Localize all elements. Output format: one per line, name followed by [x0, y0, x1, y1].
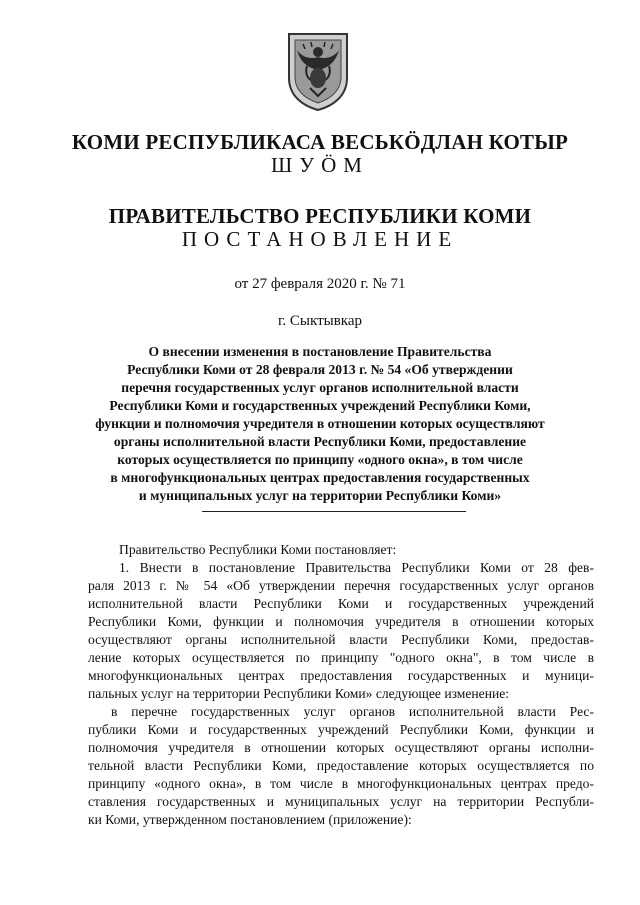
komi-document-type: ШУӦМ: [271, 153, 369, 177]
body-line: пальных услуг на территории Республики Коми» следующее изменение:: [88, 686, 510, 701]
subject-line: Республики Коми от 28 февраля 2013 г. № 54 «Об утверждении: [127, 362, 513, 377]
subject-line: перечня государственных услуг органов исполнительной власти: [121, 380, 519, 395]
body-line: исполнительной власти Республики Коми и государственных учреждений: [88, 596, 594, 611]
body-line: Республики Коми, функции и полномочия учредителя в отношении которых: [88, 614, 594, 629]
document-subject: [75, 343, 565, 505]
subject-line: функции и полномочия учредителя в отношении которых осуществляют: [95, 416, 545, 431]
body-line: раля 2013 г. № 54 «Об утверждении перечня государственных услуг органов: [88, 578, 594, 593]
government-title: ПРАВИТЕЛЬСТВО РЕСПУБЛИКИ КОМИ: [108, 204, 532, 228]
subject-line: и муниципальных услуг на территории Республики Коми»: [138, 488, 502, 503]
body-line: полномочия учредителя в отношении которых осуществляют органы исполни-: [88, 740, 594, 755]
body-line: принципу «одного окна», в том числе в многофункциональных центрах предо-: [88, 776, 594, 791]
body-line: ставления государственных и муниципальных услуг на территории Республи-: [88, 794, 594, 809]
body-line: многофункциональных центрах предоставления государственных и муници-: [88, 668, 594, 683]
body-line: в перечне государственных услуг органов исполнительной власти Рес-: [111, 704, 594, 719]
document-date-number: от 27 февраля 2020 г. № 71: [234, 276, 406, 292]
komi-coat-of-arms-emblem: [285, 30, 351, 112]
document-type: ПОСТАНОВЛЕНИЕ: [181, 227, 459, 251]
body-line: тельной власти Республики Коми, предоставление которых осуществляется по: [88, 758, 594, 773]
document-body: [88, 541, 594, 829]
subject-line: органы исполнительной власти Республики Коми, предоставление: [113, 434, 527, 449]
separator-line: [202, 511, 466, 512]
subject-line: О внесении изменения в постановление Правительства: [148, 344, 492, 359]
body-line: ление которых осуществляется по принципу "одного окна", в том числе в: [88, 650, 594, 665]
subject-line: которых осуществляется по принципу «одного окна», в том числе: [117, 452, 523, 467]
body-line: Правительство Республики Коми постановляет:: [119, 542, 397, 557]
komi-government-title: КОМИ РЕСПУБЛИКАСА ВЕСЬКӦДЛАН КОТЫР: [71, 130, 569, 154]
body-line: осуществляют органы исполнительной власти Республики Коми, предостав-: [88, 632, 594, 647]
document-city: г. Сыктывкар: [277, 313, 363, 329]
body-line: 1. Внести в постановление Правительства Республики Коми от 28 фев-: [119, 560, 594, 575]
body-line: ки Коми, утвержденном постановлением (приложение):: [88, 812, 412, 827]
subject-line: Республики Коми и государственных учреждений Республики Коми,: [109, 398, 531, 413]
subject-line: в многофункциональных центрах предоставления государственных: [110, 470, 530, 485]
body-line: публики Коми и государственных учреждений Республики Коми, функции и: [88, 722, 594, 737]
